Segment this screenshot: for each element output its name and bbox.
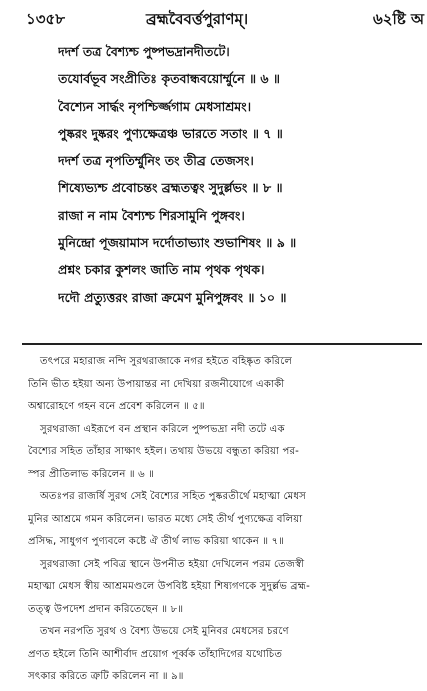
translation-paragraph (28, 621, 422, 689)
verse-line: শিষ্যেভ্যশ্চ প্রবোচন্তং ব্রহ্মতত্বং সুদুর্ল্লভং ॥ ৮ ॥ (58, 180, 283, 196)
prose-line: অতঃপর রাজর্ষি সুরথ সেই বৈশ্যের সহিত পুষ্করতীর্থে মহাত্মা মেধস (40, 491, 306, 502)
prose-line: অশ্বারোহণে গহন বনে প্রবেশ করিলেন ॥ ৫॥ (28, 401, 205, 412)
verse-line: প্রশ্নং চকার কুশলং জাতি নাম পৃথক পৃথক। (58, 262, 265, 278)
prose-line: তিনি ভীত হইয়া অন্য উপায়ান্তর না দেখিয়া রজনীযোগে একাকী (28, 378, 285, 390)
prose-line: তত্ত্ব উপদেশ প্রদান করিতেছেন ॥ ৮॥ (28, 603, 184, 615)
prose-line: সৎকার করিতে ত্রুটি করিলেন না ॥ ৯॥ (28, 671, 184, 682)
prose-line: প্রসিদ্ধ, সাধুগণ পুণ্যবলে কষ্টে ঐ তীর্থ লাভ করিয়া থাকেন ॥ ৭॥ (28, 536, 285, 547)
verse-line: দদর্শ তত্র নৃপতির্ম্মুনিং তং তীব্র তেজসং। (58, 153, 254, 169)
translation-paragraph (28, 554, 422, 622)
prose-line: মুনির আশ্রমে গমন করিলেন। ভারত মধ্যে সেই তীর্থ পুণ্যক্ষেত্র বলিয়া (28, 513, 303, 525)
prose-line: মহাত্মা মেধস স্বীয় আশ্রমমণ্ডলে উপবিষ্ট হইয়া শিষ্যগণকে সুদুর্ল্লভ ব্রহ্ম- (28, 581, 310, 592)
verse-line: তযোর্বভূব সংপ্রীতিঃ কৃতবান্ধবয়োর্ম্মুনে ॥ ৬ ॥ (58, 71, 280, 87)
page-number: ১৩৫৮ (26, 10, 65, 28)
verse-line: পুষ্করং দুষ্করং পুণ্যক্ষেত্রঞ্চ ভারতে সতাং ॥ ৭ ॥ (58, 125, 283, 141)
verse-line: দদর্শ তত্র বৈশ্যশ্চ পুষ্পভদ্রানদীতটে। (58, 44, 230, 59)
prose-line: তৎপরে মহারাজ নন্দি সুরথরাজাকে নগর হইতে বহিষ্কৃত করিলে (40, 356, 293, 367)
prose-line: বৈশ্যের সহিত তাঁহার সাক্ষাৎ হইল। তথায় উভয়ে বন্ধুতা করিয়া পর- (28, 446, 299, 457)
translation-paragraph (28, 351, 422, 419)
sanskrit-verses (58, 38, 420, 311)
verse-line: বৈশ্যেন সার্দ্ধং নৃপশ্চির্জ্জগাম মেধসাশ্রমং। (58, 98, 252, 114)
verse-line: রাজা ন নাম বৈশ্যশ্চ শিরসামুনি পুঙ্গবং। (58, 207, 245, 223)
chapter-reference: ৬২ষ্টি অ (372, 10, 424, 28)
section-divider (22, 343, 422, 345)
prose-line: তখন নরপতি সুরথ ও বৈশ্য উভয়ে সেই মুনিবর মেধসের চরণে (40, 626, 289, 637)
bengali-translation (28, 351, 422, 689)
verse-line: মুনিন্দ্রো পূজয়ামাস দর্দোতাভ্যাং শুভাশিষং ॥ ৯ ॥ (58, 235, 297, 251)
prose-line: স্পর প্রীতিলাভ করিলেন ॥ ৬ ॥ (28, 468, 155, 480)
prose-line: সুরথরাজা সেই পবিত্র স্থানে উপনীত হইয়া দেখিলেন পরম তেজস্বী (40, 558, 305, 570)
running-title: ব্রহ্মবৈবর্ত্তপুরাণম্। (146, 10, 249, 28)
prose-line: সুরথরাজা এইরূপে বন প্রস্থান করিলে পুষ্পভদ্রা নদী তটে এক (40, 423, 285, 435)
translation-paragraph (28, 419, 422, 487)
prose-line: প্রণত হইলে তিনি আশীর্বাদ প্রয়োগ পূর্ব্বক তাঁহাদিগের যথোচিত (28, 648, 283, 660)
page-header (26, 6, 424, 32)
verse-line: দদৌ প্রত্যুত্তরং রাজা ক্রমেণ মুনিপুঙ্গবং ॥ ১০ ॥ (58, 289, 287, 305)
translation-paragraph (28, 486, 422, 554)
